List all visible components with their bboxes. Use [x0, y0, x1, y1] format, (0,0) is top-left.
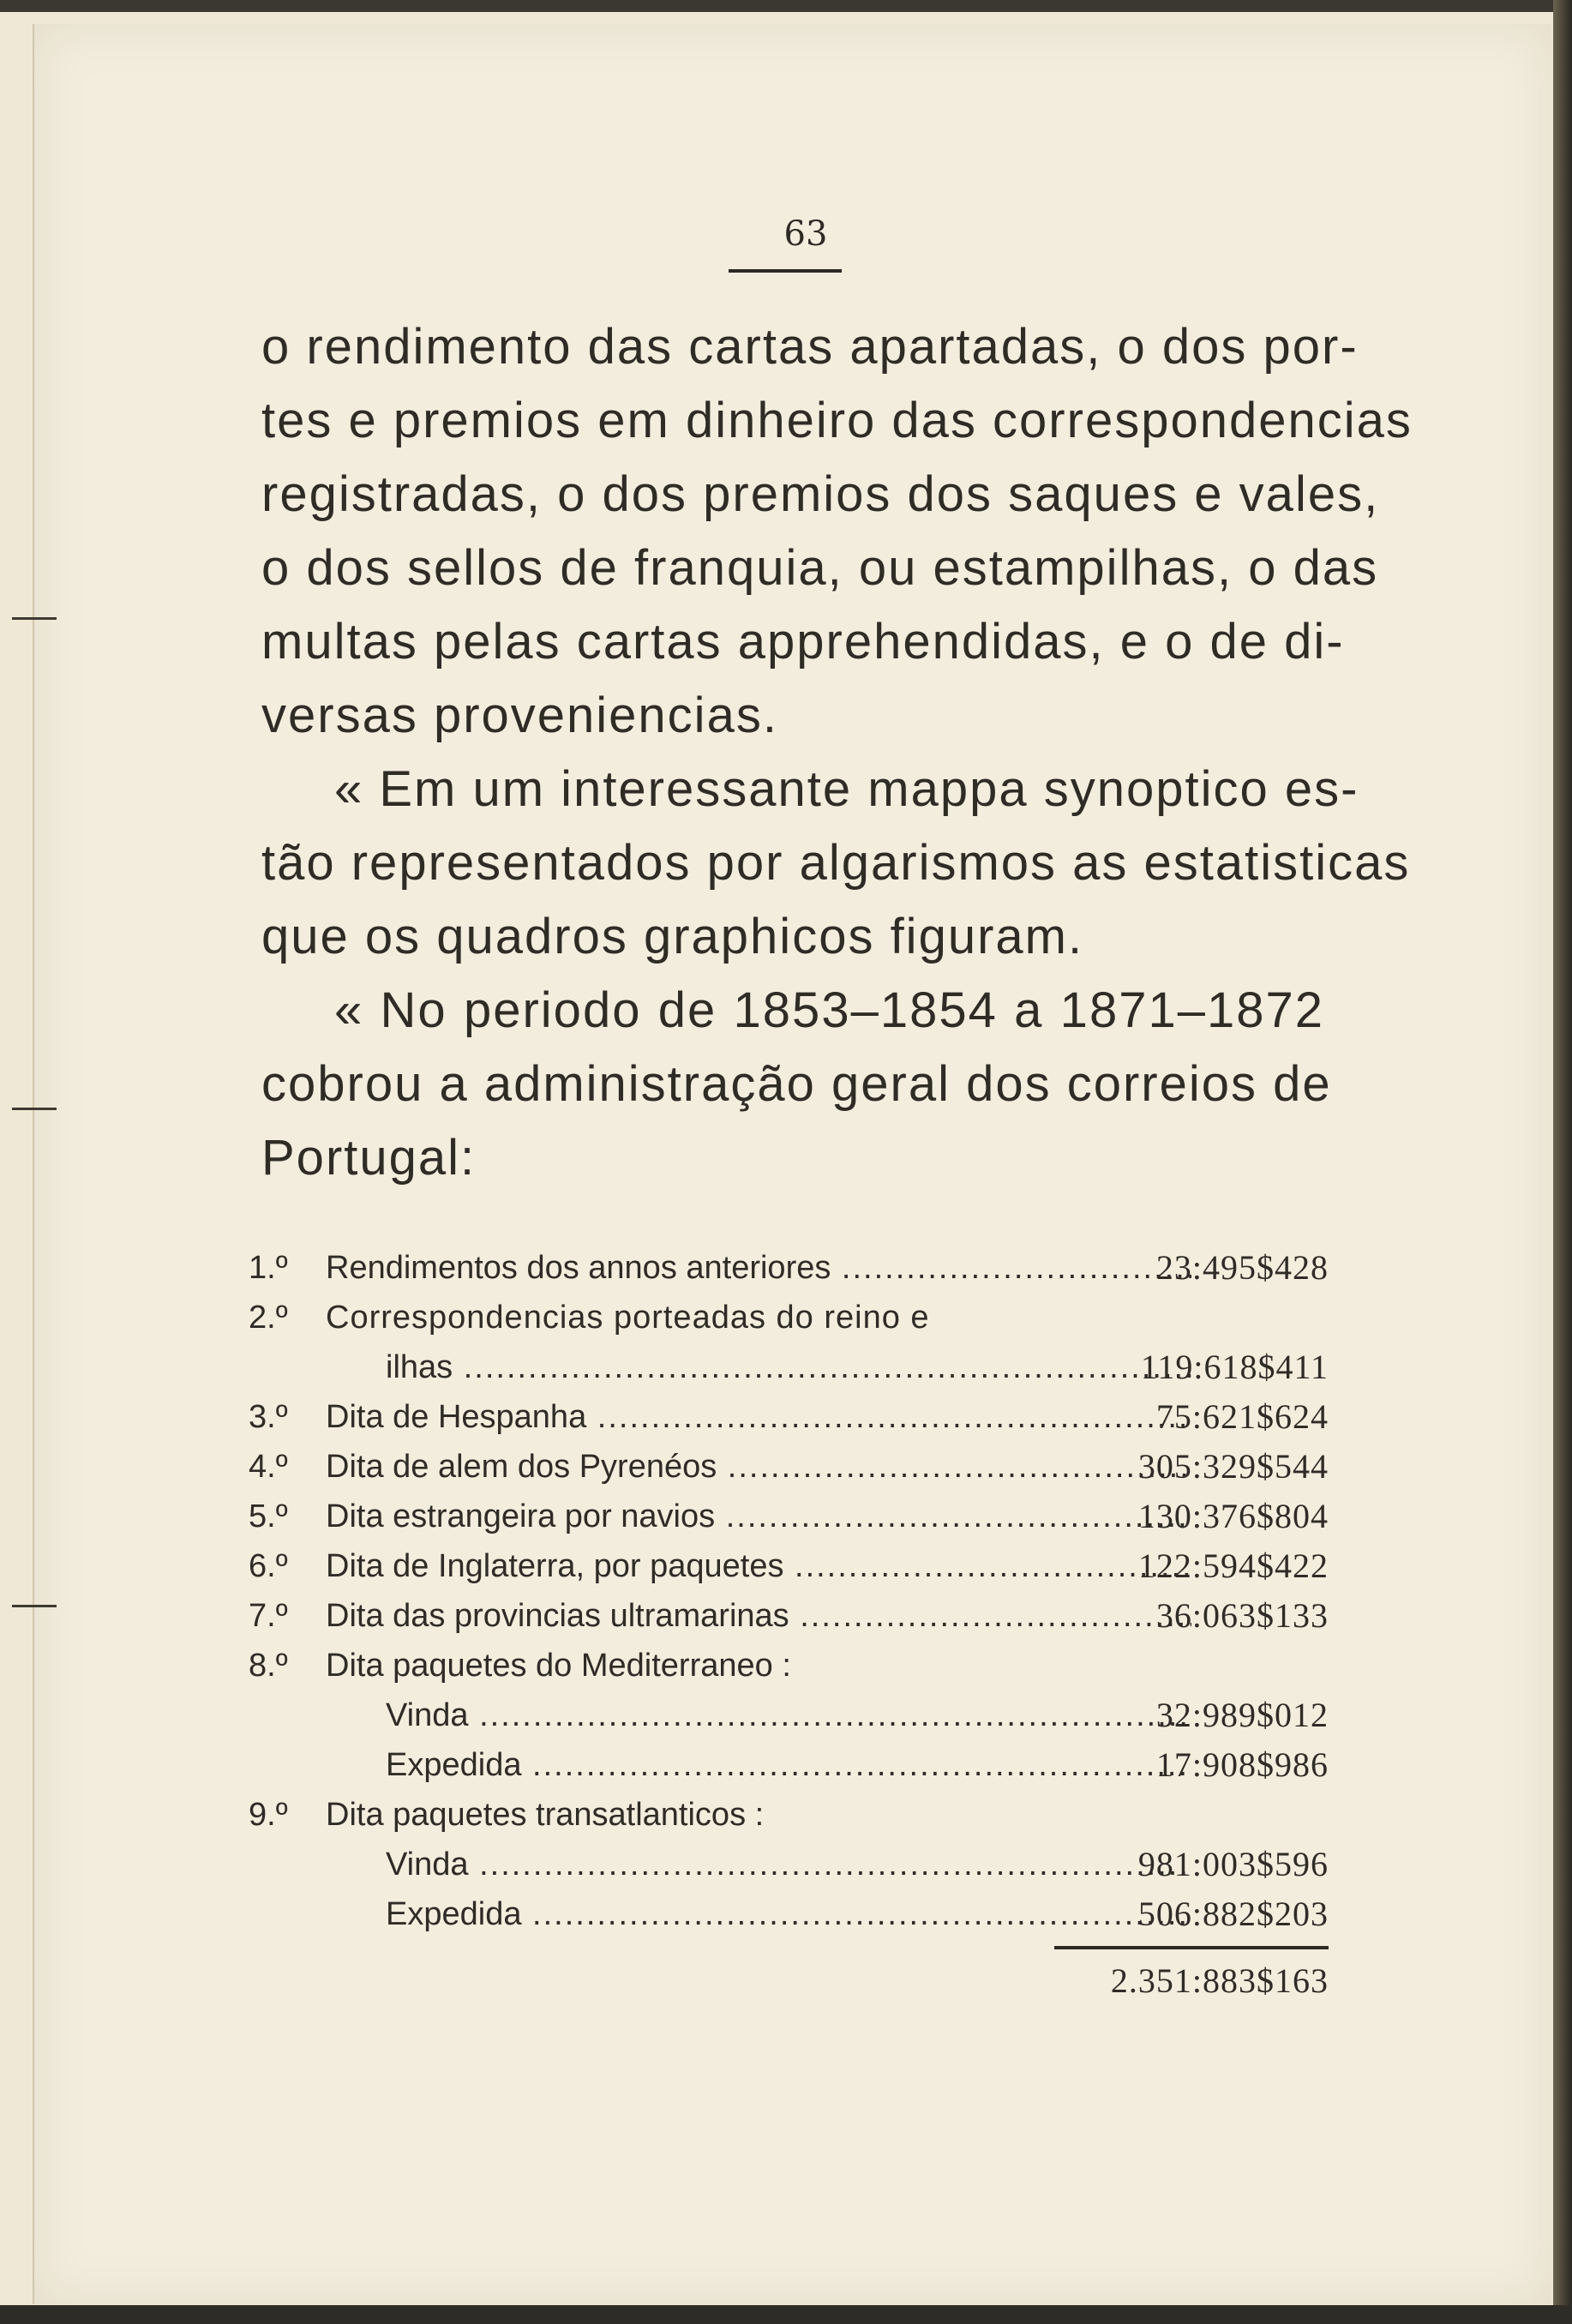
item-number: 2.º [249, 1300, 288, 1336]
item-number: 1.º [249, 1250, 288, 1286]
page-number-rule [729, 269, 842, 273]
item-amount: 305:329$544 [1137, 1447, 1329, 1486]
ledger-row [249, 1889, 1329, 1939]
text-line: tão representados por algarismos as estatisticas [261, 835, 1411, 891]
item-number: 7.º [249, 1598, 288, 1634]
item-label: ilhas ..... [386, 1342, 1191, 1392]
text-line: multas pelas cartas apprehendidas, e o de di- [261, 614, 1345, 670]
item-label: Rendimentos dos annos anteriores ..... [326, 1243, 1191, 1293]
sum-rule [1054, 1946, 1329, 1949]
item-amount: 36:063$133 [1155, 1596, 1329, 1635]
text-line: « Em um interessante mappa synoptico es- [334, 761, 1359, 817]
item-amount: 506:882$203 [1137, 1895, 1329, 1933]
ledger-row [249, 1541, 1329, 1591]
item-amount: 23:495$428 [1155, 1248, 1329, 1287]
item-label: Vinda ..... [386, 1840, 1191, 1889]
binding-mark [12, 1108, 57, 1110]
item-number: 8.º [249, 1648, 288, 1684]
binding-mark [12, 617, 57, 620]
ledger-row [249, 1740, 1329, 1790]
text-line: o dos sellos de franquia, ou estampilhas, o das [261, 540, 1379, 596]
item-label: Dita paquetes do Mediterraneo : [326, 1648, 791, 1684]
scan-bottom-edge [0, 2305, 1572, 2324]
ledger-row [249, 1442, 1329, 1492]
scan-top-edge [0, 0, 1572, 12]
item-amount: 75:621$624 [1155, 1397, 1329, 1436]
item-label: Expedida ..... [386, 1740, 1191, 1790]
item-number: 9.º [249, 1797, 288, 1833]
text-line: que os quadros graphicos figuram. [261, 909, 1084, 964]
item-label: Dita de Hespanha ..... [326, 1392, 1191, 1442]
item-label: Dita estrangeira por navios ..... [326, 1492, 1191, 1541]
ledger-row [249, 1690, 1329, 1740]
item-label: Dita paquetes transatlanticos : [326, 1797, 765, 1833]
item-label: Expedida ..... [386, 1889, 1191, 1939]
text-line: cobrou a administração geral dos correios de [261, 1056, 1332, 1112]
item-number: 6.º [249, 1548, 288, 1584]
item-label: Dita de Inglaterra, por paquetes ..... [326, 1541, 1191, 1591]
item-label: Dita das provincias ultramarinas ..... [326, 1591, 1191, 1641]
ledger-row [249, 1342, 1329, 1392]
text-line: registradas, o dos premios dos saques e vales, [261, 466, 1380, 522]
item-label: Vinda ..... [386, 1690, 1191, 1740]
item-number: 4.º [249, 1449, 288, 1485]
page-number: 63 [783, 214, 828, 254]
scan-right-edge [1553, 0, 1572, 2324]
text-line: Portugal: [261, 1130, 477, 1186]
text-line: o rendimento das cartas apartadas, o dos por- [261, 319, 1359, 375]
ledger-total: 2.351:883$163 [1110, 1961, 1329, 2000]
ledger-row [249, 1591, 1329, 1641]
text-line: tes e premios em dinheiro das correspondencias [261, 393, 1413, 448]
item-label: Dita de alem dos Pyrenéos ..... [326, 1442, 1191, 1492]
item-number: 3.º [249, 1399, 288, 1435]
item-amount: 981:003$596 [1137, 1845, 1329, 1883]
ledger-row [249, 1641, 1329, 1690]
text-line: versas proveniencias. [261, 688, 778, 743]
item-label: Correspondencias porteadas do reino e [326, 1300, 930, 1336]
body-text [261, 310, 1413, 1195]
item-amount: 130:376$804 [1137, 1497, 1329, 1535]
item-amount: 122:594$422 [1137, 1546, 1329, 1585]
ledger-row [249, 1392, 1329, 1442]
ledger-row [249, 1243, 1329, 1293]
revenue-ledger [249, 1243, 1329, 1999]
item-number: 5.º [249, 1498, 288, 1534]
ledger-row [249, 1840, 1329, 1889]
ledger-total-row [249, 1939, 1329, 1999]
text-line: « No periodo de 1853–1854 a 1871–1872 [334, 982, 1324, 1038]
item-amount: 32:989$012 [1155, 1696, 1329, 1734]
ledger-row [249, 1492, 1329, 1541]
ledger-row [249, 1293, 1329, 1342]
ledger-row [249, 1790, 1329, 1840]
binding-mark [12, 1605, 57, 1607]
item-amount: 119:618$411 [1140, 1348, 1329, 1386]
item-amount: 17:908$986 [1155, 1745, 1329, 1784]
